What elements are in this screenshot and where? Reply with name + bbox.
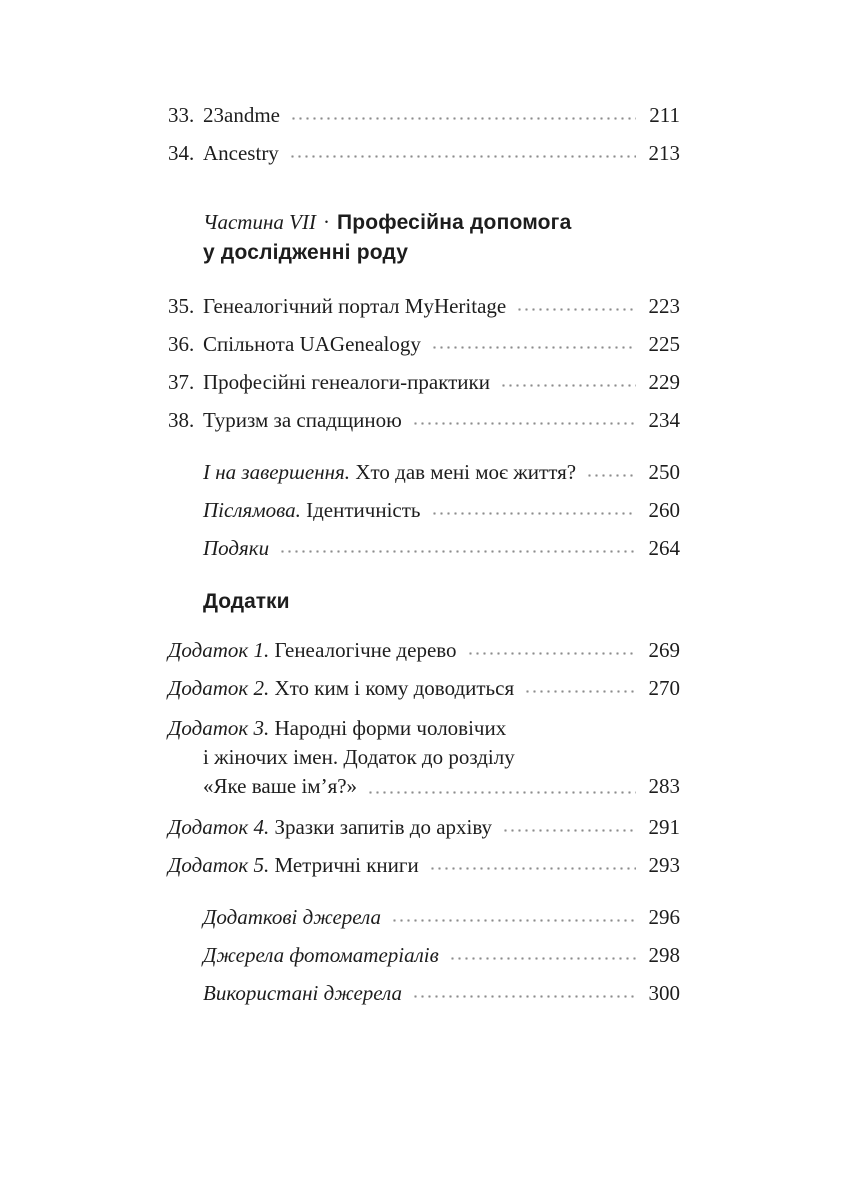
dot-leader: [467, 652, 636, 655]
entry-title: «Яке ваше ім’я?»: [203, 774, 358, 798]
entry-title: Спільнота UAGenealogy: [203, 332, 421, 356]
dot-leader: [290, 117, 636, 120]
entry-page-number: 270: [648, 676, 680, 700]
entry-number: 34.: [168, 141, 195, 165]
entry-title: [203, 498, 421, 522]
part-separator: ·: [322, 210, 330, 234]
part-title-line1: Професійна допомога: [336, 211, 572, 234]
entry-page-number: 291: [648, 815, 680, 839]
entry-page-number: 293: [648, 853, 680, 877]
toc-entry: [168, 408, 680, 432]
toc-entry: [168, 103, 680, 127]
entry-page-number: 300: [648, 981, 680, 1005]
entry-title-italic: Додаток 2.: [168, 676, 270, 700]
entry-title: Туризм за спадщиною: [203, 408, 402, 432]
toc-entry: [168, 370, 680, 394]
entry-title-italic: Післямова.: [203, 498, 301, 522]
entry-page-number: 225: [648, 332, 680, 356]
entry-number: 38.: [168, 408, 195, 432]
toc-entry: [168, 332, 680, 356]
entry-title-rest: Народні форми чоловічих: [269, 716, 507, 740]
entry-title: Професійні генеалоги-практики: [203, 370, 490, 394]
entry-title: [168, 676, 514, 700]
part-heading: [203, 207, 680, 268]
toc-entry-multiline: [168, 714, 680, 801]
entry-title: [203, 536, 269, 560]
entry-page-number: 260: [648, 498, 680, 522]
entry-title-italic: І на завершення.: [203, 460, 351, 484]
entry-title-italic: Додаток 4.: [168, 815, 270, 839]
entry-page-number: 298: [648, 943, 680, 967]
toc-entry: [168, 294, 680, 318]
entry-title: 23andme: [203, 103, 280, 127]
entry-title: Генеалогічний портал MyHeritage: [203, 294, 507, 318]
entry-number: 35.: [168, 294, 195, 318]
entry-line-3: [168, 772, 680, 801]
entry-title: [168, 638, 457, 662]
dot-leader: [412, 422, 636, 425]
toc-entry: [168, 638, 680, 662]
part-title-line2: у дослідженні роду: [203, 241, 409, 264]
entry-line-2: і жіночих імен. Додаток до розділу: [203, 745, 515, 769]
toc-entry: [168, 141, 680, 165]
toc-entry: [203, 536, 680, 560]
toc-entry: [203, 460, 680, 484]
dot-leader: [391, 919, 636, 922]
dot-leader: [524, 690, 636, 693]
entry-title: [168, 853, 419, 877]
toc-entry: [203, 498, 680, 522]
toc-entry: [168, 853, 680, 877]
appendix-heading: Додатки: [203, 590, 290, 613]
entry-page-number: 296: [648, 905, 680, 929]
entry-page-number: 269: [648, 638, 680, 662]
entry-title: [203, 460, 576, 484]
dot-leader: [289, 155, 636, 158]
entry-title-italic: Додаток 1.: [168, 638, 270, 662]
entry-title-rest: Зразки запитів до архіву: [269, 815, 493, 839]
dot-leader: [502, 829, 636, 832]
entry-page-number: 234: [648, 408, 680, 432]
dot-leader: [412, 995, 636, 998]
toc-entry: [168, 676, 680, 700]
entry-page-number: 229: [648, 370, 680, 394]
entry-number: 33.: [168, 103, 195, 127]
entry-title-italic: Додаток 3.: [168, 716, 270, 740]
dot-leader: [586, 474, 636, 477]
dot-leader: [431, 512, 637, 515]
entry-page-number: 223: [648, 294, 680, 318]
entry-title: [168, 815, 492, 839]
entry-title-rest: Хто дав мені моє життя?: [350, 460, 577, 484]
toc-entry: [203, 905, 680, 929]
entry-title: Ancestry: [203, 141, 279, 165]
dot-leader: [367, 791, 636, 794]
dot-leader: [279, 550, 636, 553]
entry-page-number: 213: [648, 141, 680, 165]
dot-leader: [500, 384, 636, 387]
dot-leader: [449, 957, 636, 960]
entry-page-number: 250: [648, 460, 680, 484]
entry-title-rest: Метричні книги: [269, 853, 419, 877]
toc-entry: [203, 943, 680, 967]
entry-page-number: 283: [648, 774, 680, 798]
dot-leader: [516, 308, 636, 311]
entry-page-number: 211: [649, 103, 680, 127]
entry-title-rest: Ідентичність: [300, 498, 421, 522]
entry-number: 37.: [168, 370, 195, 394]
entry-title: Додаткові джерела: [203, 905, 382, 929]
entry-title-rest: Генеалогічне дерево: [269, 638, 457, 662]
dot-leader: [431, 346, 636, 349]
toc-entry: [168, 815, 680, 839]
part-heading-line1: [203, 207, 680, 238]
entry-number: 36.: [168, 332, 195, 356]
entry-title-rest: Хто ким і кому доводиться: [269, 676, 515, 700]
entry-page-number: 264: [648, 536, 680, 560]
entry-title-italic: Додаток 5.: [168, 853, 270, 877]
entry-title: Використані джерела: [203, 981, 403, 1005]
entry-title: Джерела фотоматеріалів: [203, 943, 439, 967]
entry-title-italic: Подяки: [203, 536, 270, 560]
dot-leader: [429, 867, 636, 870]
part-label: Частина VII: [203, 210, 316, 234]
toc-entry: [203, 981, 680, 1005]
entry-line-1: [168, 714, 680, 743]
